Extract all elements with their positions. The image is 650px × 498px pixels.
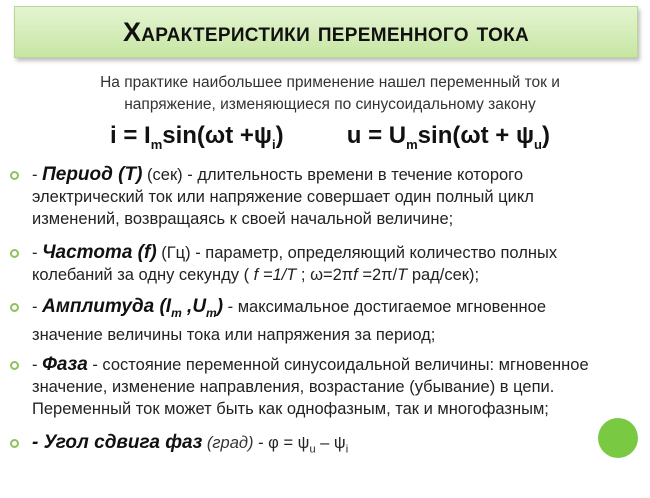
term-frequency: Частота (f) bbox=[42, 242, 157, 263]
bullet-ring-icon bbox=[10, 249, 19, 258]
bullet-period: - Период (Т) (сек) - длительность времени в течение которого электрический ток или напряжение совершает один полный цикл изменений, возвращаясь к своей начальной величине; bbox=[10, 164, 630, 230]
bullet-ring-icon bbox=[10, 171, 19, 180]
bullet-frequency: - Частота (f) (Гц) - параметр, определяющий количество полных колебаний за одну секунду ( f =1/T ; ω=2πf =2π/T рад/сек); bbox=[10, 242, 630, 286]
bullet-ring-icon bbox=[10, 439, 19, 448]
bullet-amplitude: - Амплитуда ($I_m$ $,U_m$) - максимальное достигаемое мгновенное значение величины тока или напряжения за период; bbox=[10, 296, 630, 346]
formula-row bbox=[110, 122, 550, 152]
voltage-formula: $u = U_m\sin(\omega t + \psi_u)$ bbox=[346, 122, 550, 152]
decorative-green-circle bbox=[598, 418, 638, 458]
title-banner bbox=[14, 6, 638, 58]
current-formula: $i = I_m\sin(\omega t +\psi_i)$ bbox=[110, 122, 284, 152]
bullet-phase: - Фаза - состояние переменной синусоидальной величины: мгновенное значение, изменение направления, возрастание (убывание) в цепи. Переменный ток может быть как однофазным, так и многофазным; bbox=[10, 354, 630, 420]
term-phase-shift: - Угол сдвига фаз bbox=[32, 432, 203, 453]
bullet-ring-icon bbox=[10, 361, 19, 370]
intro-line-1: На практике наибольшее применение нашел переменный ток и bbox=[100, 74, 560, 91]
bullet-ring-icon bbox=[10, 303, 19, 312]
bullet-phase-shift: - Угол сдвига фаз (град) - $\varphi = \psi_u - \psi_i$ bbox=[10, 432, 630, 460]
page-title: Характеристики переменного тока bbox=[122, 16, 530, 47]
term-phase: Фаза bbox=[42, 354, 88, 375]
intro-line-2: напряжение, изменяющиеся по синусоидальному закону bbox=[124, 96, 536, 113]
term-period: Период (Т) bbox=[42, 164, 143, 185]
intro-text bbox=[40, 72, 620, 116]
term-amplitude: Амплитуда ($I_m$ $,U_m$) bbox=[42, 296, 224, 320]
